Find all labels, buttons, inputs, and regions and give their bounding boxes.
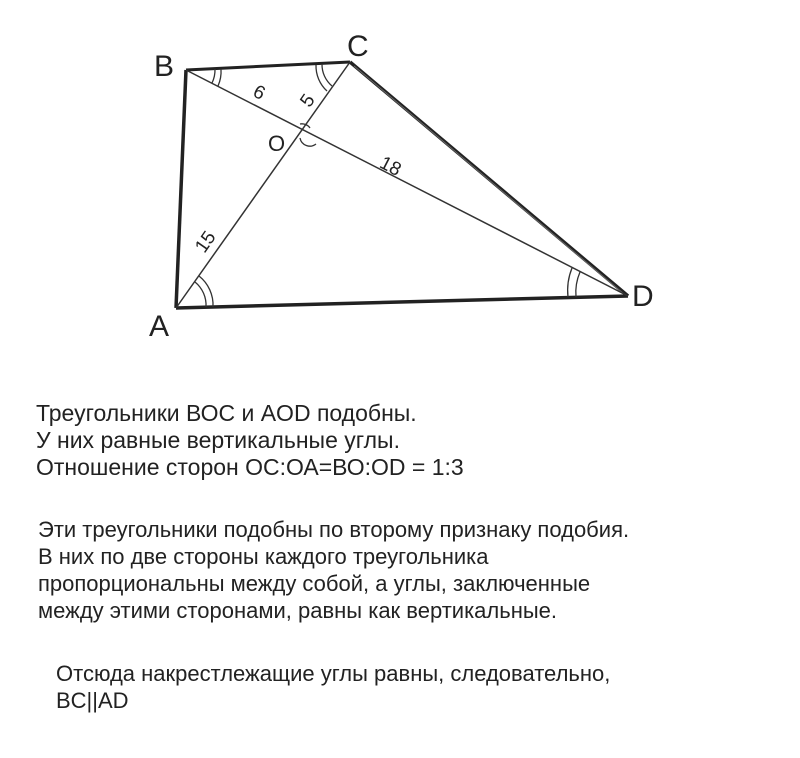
angle-mark-d	[576, 272, 580, 297]
side-ad	[176, 296, 628, 308]
angle-mark-b	[212, 69, 215, 83]
text-line: BC||AD	[56, 688, 129, 713]
point-label-c: C	[347, 30, 369, 63]
text-line: В них по две стороны каждого треугольника	[38, 544, 489, 569]
diagonal-bd	[186, 70, 628, 296]
trapezoid-diagram	[0, 0, 800, 360]
text-line: У них равные вертикальные углы.	[36, 427, 400, 453]
side-ab	[176, 70, 186, 308]
angle-mark-d-2	[568, 268, 572, 297]
text-line: Отсюда накрестлежащие углы равны, следовательно,	[56, 661, 611, 686]
angle-mark-c	[322, 64, 332, 86]
explanation-paragraph-1	[36, 400, 800, 481]
explanation-paragraph-2	[38, 516, 800, 624]
angle-mark-b-2	[218, 69, 221, 86]
angle-mark-a	[195, 282, 206, 307]
text-line: между этими сторонами, равны как вертикальные.	[38, 598, 558, 623]
point-label-d: D	[632, 280, 654, 313]
text-line: Отношение сторон ОС:ОА=ВО:OD = 1:3	[36, 454, 464, 480]
side-bc	[186, 62, 350, 70]
diagonal-ac	[176, 62, 350, 308]
text-line: Эти треугольники подобны по второму признаку подобия.	[38, 517, 630, 542]
point-label-a: A	[149, 310, 170, 343]
length-label-od: 18	[376, 152, 405, 181]
text-line: Треугольники ВОС и AOD подобны.	[36, 400, 417, 426]
text-line: пропорциональны между собой, а углы, заключенные	[38, 571, 591, 596]
length-label-oc: 5	[296, 90, 320, 112]
length-label-ao: 15	[191, 227, 221, 257]
angle-mark-o-bottom	[300, 138, 316, 146]
point-label-b: B	[154, 50, 175, 83]
point-label-o: O	[268, 131, 286, 156]
explanation-paragraph-3	[56, 660, 800, 714]
length-label-bo: 6	[249, 81, 269, 105]
